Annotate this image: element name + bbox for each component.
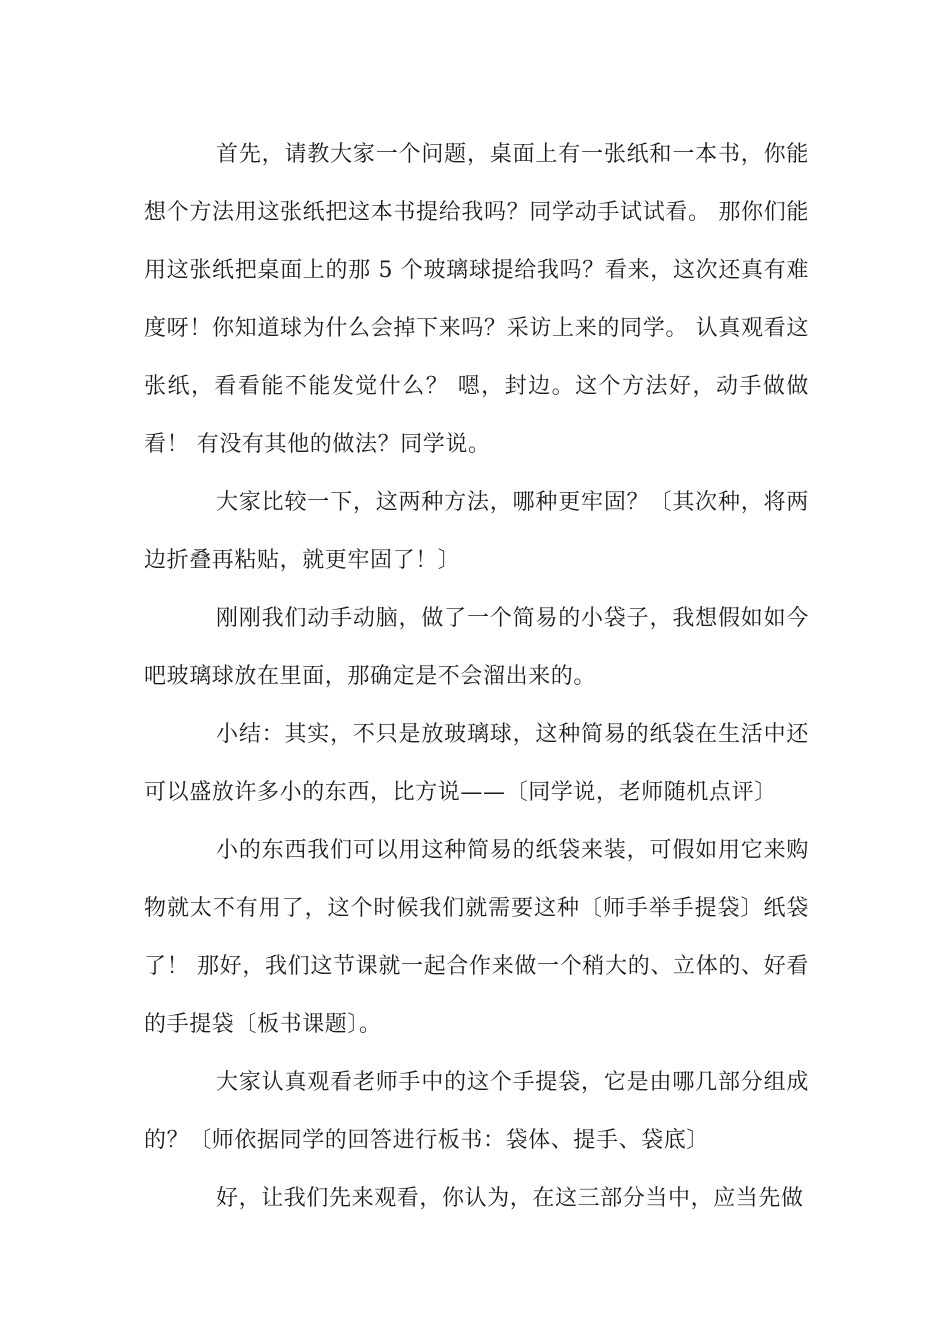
- paragraph-3: 刚刚我们动手动脑，做了一个简易的小袋子，我想假如如今吧玻璃球放在里面，那确定是不会溜出来的。: [144, 606, 809, 689]
- paragraph-2: 大家比较一下，这两种方法，哪种更牢固？〔其次种，将两边折叠再粘贴，就更牢固了！〕: [144, 490, 809, 573]
- document-body: [144, 126, 809, 1228]
- paragraph-6: 大家认真观看老师手中的这个手提袋，它是由哪几部分组成的？〔师依据同学的回答进行板书：袋体、提手、袋底〕: [144, 1070, 809, 1153]
- paragraph-1: 首先，请教大家一个问题，桌面上有一张纸和一本书，你能想个方法用这张纸把这本书提给我吗？同学动手试试看。 那你们能用这张纸把桌面上的那 5 个玻璃球提给我吗？看来，这次还真有难度呀！你知道球为什么会掉下来吗？采访上来的同学。 认真观看这张纸，看看能不能发觉什么？ 嗯，封边。这个方法好，动手做做看！ 有没有其他的做法？同学说。: [144, 142, 809, 457]
- paragraph-7: 好，让我们先来观看，你认为，在这三部分当中，应当先做: [216, 1186, 804, 1211]
- paragraph-5: 小的东西我们可以用这种简易的纸袋来装，可假如用它来购物就太不有用了，这个时候我们就需要这种〔师手举手提袋〕纸袋了！ 那好，我们这节课就一起合作来做一个稍大的、立体的、好看的手提袋〔板书课题〕。: [144, 838, 809, 1037]
- paragraph-4: 小结：其实，不只是放玻璃球，这种简易的纸袋在生活中还可以盛放许多小的东西，比方说——〔同学说，老师随机点评〕: [144, 722, 809, 805]
